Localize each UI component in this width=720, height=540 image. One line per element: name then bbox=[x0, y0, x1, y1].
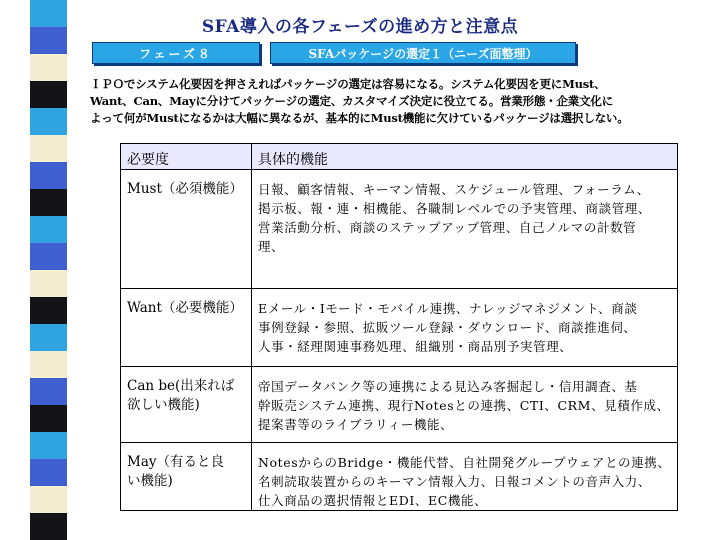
feature-line: 名刺読取装置からのキーマン情報入力、日報コメントの音声入力、 bbox=[258, 474, 652, 489]
stripe-block bbox=[30, 486, 67, 513]
stripe-block bbox=[30, 189, 67, 216]
level-text: Want（必要機能） bbox=[127, 300, 243, 316]
feature-line: 帝国データバンク等の連携による見込み客掘起し・信用調査、基 bbox=[258, 379, 638, 394]
features-cell bbox=[252, 443, 678, 511]
stripe-block bbox=[30, 54, 67, 81]
level-cell bbox=[121, 367, 252, 443]
intro-line: よって何がMustになるかは大幅に異なるが、基本的にMust機能に欠けているパッケージは選択しない。 bbox=[90, 111, 629, 125]
feature-line: 幹販売システム連携、現行Notesとの連携、CTI、CRM、見積作成、 bbox=[258, 398, 670, 413]
requirements-table bbox=[120, 143, 678, 511]
intro-line: ＩＰＯでシステム化要因を押さえればパッケージの選定は容易になる。システム化要因を更にMust、 bbox=[90, 77, 606, 91]
intro-line: Want、Can、Mayに分けてパッケージの選定、カスタマイズ決定に役立てる。営業形態・企業文化に bbox=[90, 94, 613, 108]
stripe-block bbox=[30, 216, 67, 243]
table-row bbox=[121, 443, 678, 511]
features-cell bbox=[252, 170, 678, 289]
level-cell bbox=[121, 170, 252, 289]
stripe-block bbox=[30, 108, 67, 135]
level-text: May（有ると良 bbox=[127, 454, 224, 470]
feature-line: 仕入商品の選択情報とEDI、EC機能、 bbox=[258, 493, 488, 508]
header-features: 具体的機能 bbox=[252, 144, 678, 170]
stripe-block bbox=[30, 81, 67, 108]
stripe-block bbox=[30, 459, 67, 486]
feature-line: 事例登録・参照、拡販ツール登録・ダウンロード、商談推進伺、 bbox=[258, 320, 637, 335]
table-row bbox=[121, 289, 678, 367]
feature-line: Eメール・Iモード・モバイル連携、ナレッジマネジメント、商談 bbox=[258, 301, 638, 316]
level-text: Can be(出来れば bbox=[127, 378, 235, 394]
feature-line: 営業活動分析、商談のステップアップ管理、自己ノルマの計数管 bbox=[258, 220, 637, 235]
table-header-row bbox=[121, 144, 678, 170]
table-row bbox=[121, 367, 678, 443]
stripe-block bbox=[30, 135, 67, 162]
stripe-block bbox=[30, 351, 67, 378]
stripe-block bbox=[30, 378, 67, 405]
stripe-block bbox=[30, 297, 67, 324]
level-text: い機能) bbox=[127, 473, 173, 489]
table-row bbox=[121, 170, 678, 289]
features-cell bbox=[252, 289, 678, 367]
level-text: 欲しい機能) bbox=[127, 397, 200, 413]
stripe-block bbox=[30, 432, 67, 459]
feature-line: 理、 bbox=[258, 239, 285, 254]
header-level: 必要度 bbox=[121, 144, 252, 170]
level-cell bbox=[121, 289, 252, 367]
feature-line: 掲示板、報・連・相機能、各職制レベルでの予実管理、商談管理、 bbox=[258, 201, 652, 216]
stripe-block bbox=[30, 162, 67, 189]
feature-line: 提案書等のライブラリィー機能、 bbox=[258, 417, 454, 432]
stripe-block bbox=[30, 513, 67, 540]
stripe-block bbox=[30, 270, 67, 297]
stripe-block bbox=[30, 324, 67, 351]
phase-heading: SFAパッケージの選定１（ニーズ面整理） bbox=[270, 42, 576, 64]
feature-line: 日報、顧客情報、キーマン情報、スケジュール管理、フォーラム、 bbox=[258, 182, 650, 197]
intro-text bbox=[90, 76, 710, 127]
level-cell bbox=[121, 443, 252, 511]
stripe-block bbox=[30, 405, 67, 432]
phase-tag: フェーズ８ bbox=[92, 42, 260, 64]
features-cell bbox=[252, 367, 678, 443]
level-text: Must（必須機能） bbox=[127, 181, 243, 197]
feature-line: NotesからのBridge・機能代替、自社開発グループウェアとの連携、 bbox=[258, 455, 671, 470]
feature-line: 人事・経理関連事務処理、組織別・商品別予実管理、 bbox=[258, 339, 573, 354]
page-title: SFA導入の各フェーズの進め方と注意点 bbox=[201, 17, 519, 37]
decorative-stripe bbox=[30, 0, 67, 540]
stripe-block bbox=[30, 243, 67, 270]
